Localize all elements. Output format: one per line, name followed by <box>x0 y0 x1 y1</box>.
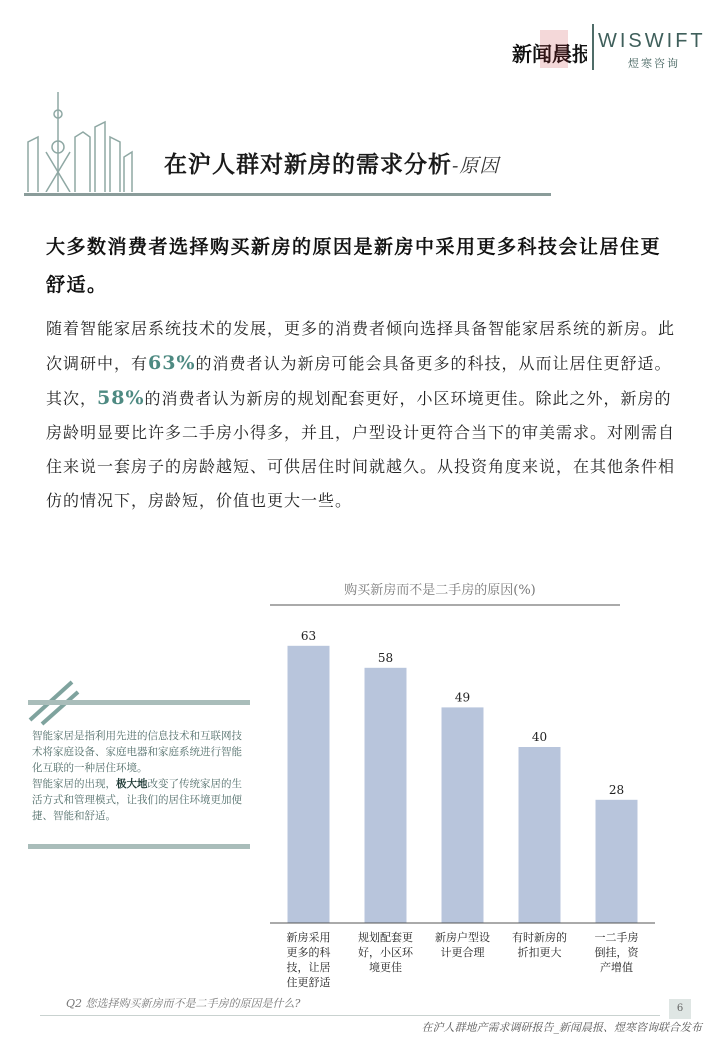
key-finding-heading: 大多数消费者选择购买新房的原因是新房中采用更多科技会让居住更舒适。 <box>46 236 662 296</box>
footer-source: 在沪人群地产需求调研报告_新闻晨报、煜寒咨询联合发布 <box>421 1021 702 1034</box>
body-segment: 随着智能家居系统技术的发展，更多的消费者倾向选择具备智能家居系统的新房。此次调研中，有 <box>46 319 676 373</box>
note-emphasis: 极大地 <box>116 778 148 790</box>
highlight-percentage: 58% <box>97 387 145 409</box>
chart-bar <box>519 747 561 923</box>
bar-chart <box>250 575 690 995</box>
footer-divider <box>40 1015 660 1016</box>
chart-data-label: 63 <box>300 628 317 643</box>
survey-question: Q2 您选择购买新房而不是二手房的原因是什么? <box>66 997 301 1010</box>
chart-category-label: 新房户型设计更合理 <box>435 931 490 959</box>
page-title <box>164 146 499 179</box>
title-underline <box>24 193 551 196</box>
chart-title: 购买新房而不是二手房的原因(%) <box>344 583 536 598</box>
chart-category-label: 有时新房的折扣更大 <box>512 931 567 959</box>
chart-data-label: 28 <box>608 782 625 797</box>
chart-bar <box>365 668 407 923</box>
chart-category-label: 新房采用更多的科技，让居住更舒适 <box>286 931 331 989</box>
note-paragraph: 智能家居的出现，极大地改变了传统家居的生活方式和管理模式，让我们的居住环境更加便捷、智能和舒适。 <box>32 778 242 822</box>
newspaper-logo <box>512 28 587 70</box>
page-title-main: 在沪人群对新房的需求分析 <box>164 151 452 178</box>
chart-category-label: 一二手房倒挂，资产增值 <box>594 931 639 974</box>
skyline-illustration <box>20 92 160 192</box>
logo-divider <box>592 24 594 70</box>
sidebar-note-text <box>32 728 252 824</box>
note-paragraph: 智能家居是指利用先进的信息技术和互联网技术将家庭设备、家庭电器和家庭系统进行智能化互联的一种居住环境。 <box>32 730 242 774</box>
bar-chart-svg <box>250 575 690 995</box>
page-number: 6 <box>669 999 691 1019</box>
highlight-percentage: 63% <box>148 352 196 374</box>
chart-data-label: 49 <box>454 690 471 705</box>
chart-data-label: 40 <box>531 730 548 744</box>
chart-bar <box>288 646 330 923</box>
body-segment: 的消费者认为新房的规划配套更好，小区环境更佳。除此之外，新房的房龄明显要比许多二手房小得多，并且，户型设计更符合当下的审美需求。对刚需自住来说一套房子的房龄越短、可供居住时间就越久。从投资角度来说，在其他条件相仿的情况下，房龄短，价值也更大一些。 <box>46 389 676 510</box>
chart-category-label: 规划配套更好，小区环境更佳 <box>358 931 413 974</box>
body-segment: 的消费者认为新房可能会具备更多的科技，从而让居住更舒适。其次， <box>46 354 672 408</box>
body-paragraph <box>46 312 678 518</box>
chart-data-label: 58 <box>377 650 394 665</box>
newspaper-logo-text: 新闻晨报 <box>512 42 587 66</box>
chart-bar <box>596 800 638 923</box>
page-title-subtitle: -原因 <box>452 155 500 177</box>
consultancy-logo: WISWIFT <box>598 30 706 52</box>
chart-bar <box>442 707 484 923</box>
consultancy-logo-subtitle: 煜寒咨询 <box>628 57 680 70</box>
